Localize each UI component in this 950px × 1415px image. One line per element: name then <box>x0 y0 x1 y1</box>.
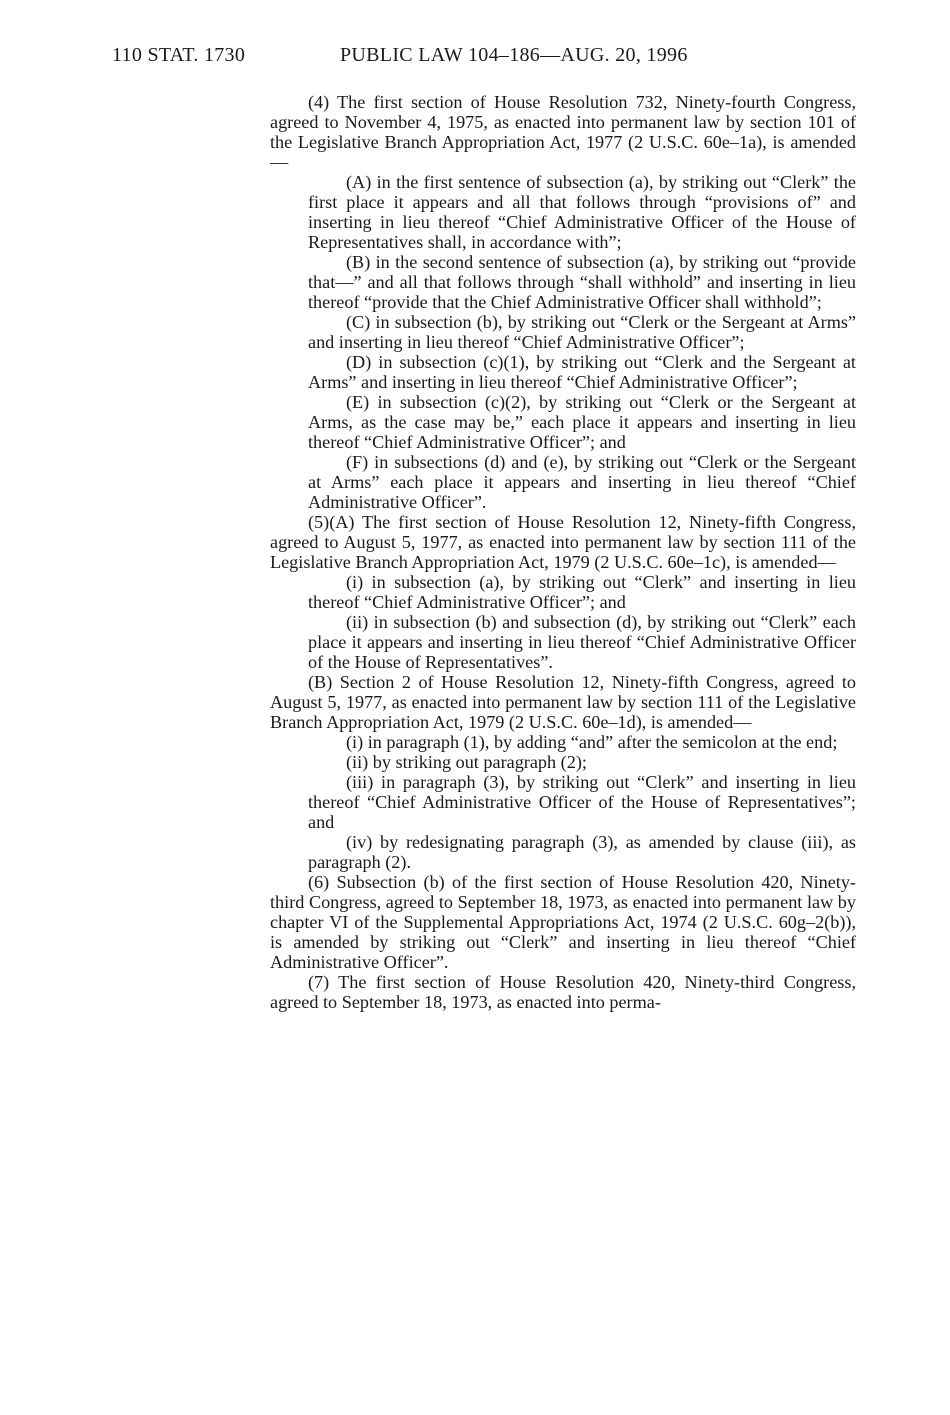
clause-4-d: (D) in subsection (c)(1), by striking out “Clerk and the Sergeant at Arms” and inserting in lieu thereof “Chief Administrative Officer”; <box>308 352 856 392</box>
clause-5b-ii: (ii) by striking out paragraph (2); <box>346 752 587 772</box>
clause-5b-i: (i) in paragraph (1), by adding “and” after the semicolon at the end; <box>346 732 838 752</box>
clause-5b-iii: (iii) in paragraph (3), by striking out “Clerk” and inserting in lieu thereof “Chief Administrative Officer of the House of Representatives”; and <box>308 772 856 832</box>
paragraph-6: (6) Subsection (b) of the first section of House Resolution 420, Ninety-third Congress, agreed to September 18, 1973, as enacted into permanent law by chapter VI of the Supplemental Appropriations Act, 1974 (2 U.S.C. 60g–2(b)), is amended by striking out “Clerk” and inserting in lieu thereof “Chief Administrative Officer”. <box>270 872 856 972</box>
statute-page-number: 110 STAT. 1730 <box>112 44 246 66</box>
clause-5b-iv: (iv) by redesignating paragraph (3), as amended by clause (iii), as paragraph (2). <box>308 832 856 872</box>
clause-5a-ii: (ii) in subsection (b) and subsection (d), by striking out “Clerk” each place it appears and inserting in lieu thereof “Chief Administrative Officer of the House of Representatives”. <box>308 612 856 672</box>
paragraph-5b: (B) Section 2 of House Resolution 12, Ninety-fifth Congress, agreed to August 5, 1977, as enacted into permanent law by section 111 of the Legislative Branch Appropriation Act, 1979 (2 U.S.C. 60e–1d), is amended— <box>270 672 856 732</box>
clause-4-c: (C) in subsection (b), by striking out “Clerk or the Sergeant at Arms” and inserting in lieu thereof “Chief Administrative Officer”; <box>308 312 856 352</box>
paragraph-4: (4) The first section of House Resolution 732, Ninety-fourth Congress, agreed to November 4, 1975, as enacted into permanent law by section 101 of the Legislative Branch Appropriation Act, 1977 (2 U.S.C. 60e–1a), is amended— <box>270 92 856 172</box>
clause-4-a: (A) in the first sentence of subsection (a), by striking out “Clerk” the first place it appears and all that follows through “provisions of” and inserting in lieu thereof “Chief Administrative Officer of the House of Representatives shall, in accordance with”; <box>308 172 856 252</box>
clause-4-e: (E) in subsection (c)(2), by striking out “Clerk or the Sergeant at Arms, as the case may be,” each place it appears and inserting in lieu thereof “Chief Administrative Officer”; and <box>308 392 856 452</box>
paragraph-5a: (5)(A) The first section of House Resolution 12, Ninety-fifth Congress, agreed to August 5, 1977, as enacted into permanent law by section 111 of the Legislative Branch Appropriation Act, 1979 (2 U.S.C. 60e–1c), is amended— <box>270 512 856 572</box>
clause-4-f: (F) in subsections (d) and (e), by striking out “Clerk or the Sergeant at Arms” each place it appears and inserting in lieu thereof “Chief Administrative Officer”. <box>308 452 856 512</box>
document-body <box>270 92 856 1012</box>
public-law-heading: PUBLIC LAW 104–186—AUG. 20, 1996 <box>340 44 688 66</box>
clause-4-b: (B) in the second sentence of subsection (a), by striking out “provide that—” and all that follows through “shall withhold” and inserting in lieu thereof “provide that the Chief Administrative Officer shall withhold”; <box>308 252 856 312</box>
paragraph-7: (7) The first section of House Resolution 420, Ninety-third Congress, agreed to September 18, 1973, as enacted into perma- <box>270 972 856 1012</box>
clause-5a-i: (i) in subsection (a), by striking out “Clerk” and inserting in lieu thereof “Chief Administrative Officer”; and <box>308 572 856 612</box>
page-header <box>112 44 852 74</box>
